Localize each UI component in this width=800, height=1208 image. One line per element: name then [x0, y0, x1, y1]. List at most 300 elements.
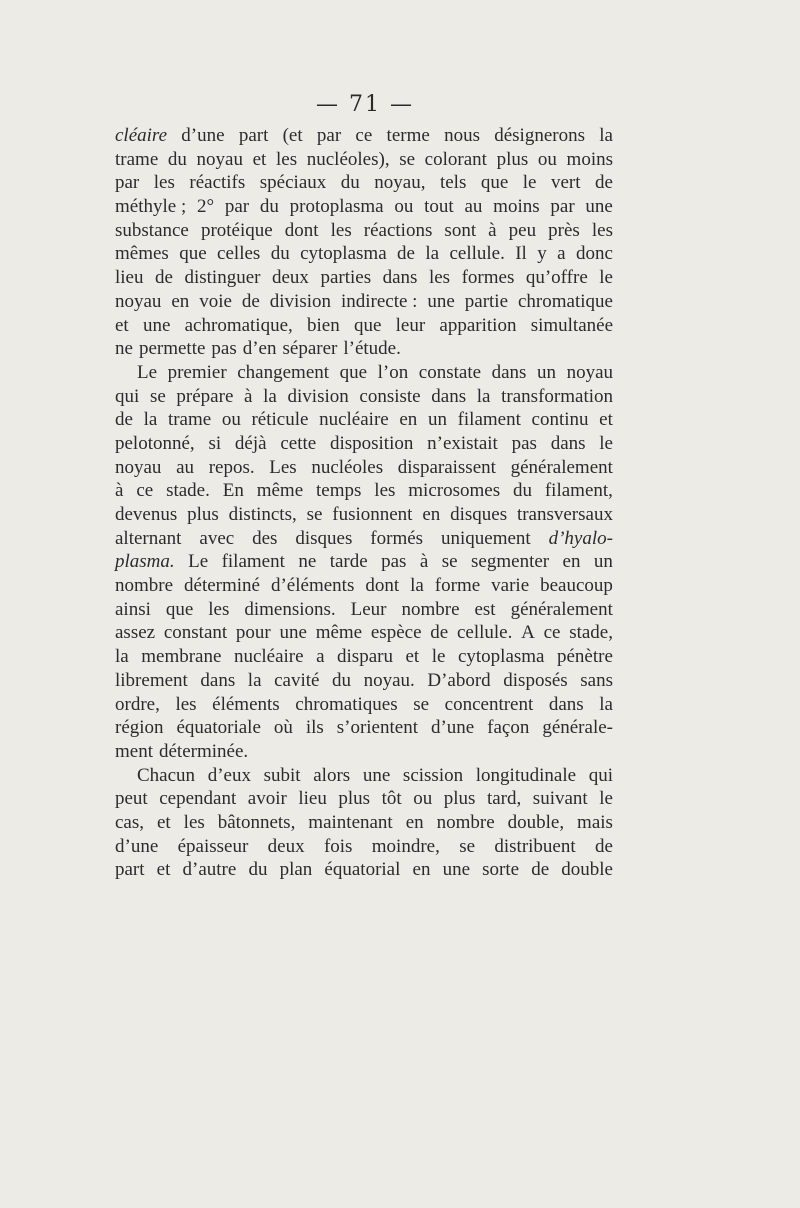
word: se [306, 504, 323, 525]
word: les [330, 219, 352, 241]
word: avoir [247, 788, 287, 810]
text-line [115, 811, 613, 835]
word: d’hyalo- [548, 527, 613, 549]
word: Leur [350, 598, 387, 620]
body-text [115, 124, 613, 882]
word: tout [424, 196, 454, 218]
word: protéique [200, 219, 273, 241]
word: part [238, 125, 269, 146]
word: apparition [439, 314, 517, 336]
word: les [591, 219, 613, 241]
word: des [252, 527, 278, 549]
word: du [512, 480, 532, 502]
word: dans [548, 693, 584, 715]
word: disposés [503, 669, 568, 691]
text-line [115, 385, 613, 409]
word: plasma. [115, 551, 175, 573]
word: la [599, 125, 613, 146]
word: noyau [566, 361, 613, 383]
word: D’abord [427, 669, 491, 691]
word: simultanée [530, 314, 613, 336]
word: en [399, 409, 418, 431]
word: noyau [196, 148, 243, 170]
word: la [599, 693, 613, 715]
text-line [115, 645, 613, 669]
word: de [155, 267, 173, 289]
word: cavité [274, 669, 320, 691]
word: les [183, 811, 205, 833]
word: du [340, 172, 360, 194]
word: au [176, 456, 195, 478]
word: d’en [242, 338, 277, 360]
word: Chacun [137, 764, 196, 786]
word: la [410, 575, 424, 597]
word: ordre, [115, 693, 160, 715]
word: distinguer [184, 267, 261, 289]
word: déjà [234, 432, 267, 454]
text-line [115, 858, 613, 882]
word: pas [381, 551, 407, 573]
word: plus [338, 788, 371, 810]
word: deux [267, 835, 305, 857]
word: le [522, 172, 537, 194]
word: alternant [115, 527, 182, 549]
text-line [115, 290, 613, 314]
word: celles [217, 243, 261, 265]
word: sont [444, 219, 477, 241]
word: nombre [401, 598, 460, 620]
word: suivant [532, 788, 588, 810]
text-line [115, 835, 613, 859]
word: ment [115, 740, 153, 762]
word: et [115, 314, 129, 336]
word: se [149, 385, 166, 407]
word: généralement [510, 456, 613, 478]
word: les [175, 693, 197, 715]
word: En [222, 480, 244, 502]
word: continu [531, 409, 589, 431]
word: division [287, 385, 349, 407]
word: fois [323, 835, 353, 857]
word: mais [577, 811, 613, 833]
word: plus [187, 504, 219, 525]
word: même [315, 622, 363, 644]
word: tels [439, 172, 467, 194]
word: Le [188, 551, 209, 573]
word: librement [115, 669, 188, 691]
text-line [115, 219, 613, 243]
word: indirecte : [340, 290, 418, 312]
word: consiste [359, 385, 421, 407]
word: une [362, 764, 391, 786]
word: que [165, 598, 194, 620]
word: nucléaire [319, 409, 389, 431]
text-line [115, 693, 613, 717]
word: qui [115, 385, 140, 407]
word: transversaux [516, 504, 613, 525]
word: façon [487, 717, 530, 739]
word: y [537, 243, 547, 265]
word: formes [461, 267, 515, 289]
word: nucléoles), [306, 148, 390, 170]
word: alors [313, 764, 351, 786]
word: varie [491, 575, 530, 597]
text-line [115, 716, 613, 740]
word: temps [316, 480, 362, 502]
word: filament, [544, 480, 613, 502]
word: colorant [424, 148, 487, 170]
word: région [115, 717, 164, 739]
word: équatorial [324, 859, 401, 881]
word: réactions [363, 219, 433, 241]
word: microsomes [408, 480, 501, 502]
word: à [244, 385, 253, 407]
word: chromatiques [295, 693, 398, 715]
word: et [156, 859, 171, 881]
word: qui [588, 764, 613, 786]
word: noyau [115, 290, 162, 312]
word: peut [115, 788, 148, 810]
page-number: — 71 — [316, 92, 414, 117]
word: d’une [115, 835, 159, 857]
word: trame [115, 148, 159, 170]
word: à [419, 551, 429, 573]
word: tard, [486, 788, 522, 810]
word: le [599, 788, 613, 810]
word: et [405, 646, 420, 668]
word: méthyle ; [115, 196, 187, 218]
word: d’une [181, 125, 225, 146]
word: n’existait [427, 432, 498, 454]
word: double [561, 859, 613, 881]
word: par [550, 196, 575, 218]
word: part [115, 859, 145, 881]
text-line [115, 314, 613, 338]
text-line [115, 527, 613, 551]
word: ce [543, 622, 561, 644]
word: un [537, 361, 556, 383]
word: moins [493, 196, 540, 218]
text-line [115, 456, 613, 480]
word: constant [163, 622, 228, 644]
word: disparaissent [397, 456, 496, 478]
word: devenus [115, 504, 178, 525]
word: a [316, 646, 325, 668]
word: stade, [569, 622, 613, 644]
word: l’étude. [343, 338, 401, 360]
word: cytoplasma [300, 243, 387, 265]
text-line [115, 171, 613, 195]
word: un [427, 409, 447, 431]
word: de [241, 290, 260, 312]
word: formés [370, 527, 424, 549]
word: que [353, 314, 382, 336]
word: en [171, 290, 190, 312]
text-line [115, 432, 613, 456]
word: les [275, 148, 298, 170]
word: concentrent [444, 693, 534, 715]
word: Les [269, 456, 297, 478]
text-line [115, 764, 613, 788]
word: que [179, 243, 207, 265]
word: réticule [251, 409, 309, 431]
word: en [412, 859, 431, 881]
word: noyau. [363, 669, 415, 691]
word: mêmes [115, 243, 169, 265]
word: cependant [159, 788, 237, 810]
word: terme [386, 125, 430, 146]
word: bâtonnets, [217, 811, 296, 833]
word: près [548, 219, 580, 241]
word: nombre [436, 811, 495, 833]
text-line [115, 669, 613, 693]
word: ainsi [115, 598, 151, 620]
word: à [115, 480, 124, 502]
word: espèce [370, 622, 422, 644]
word: peu [508, 219, 537, 241]
text-line [115, 124, 613, 148]
text-line [115, 408, 613, 432]
word: plus [443, 788, 476, 810]
word: si [208, 432, 222, 454]
text-line [115, 550, 613, 574]
word: par [316, 125, 342, 146]
word: nucléaire [233, 646, 304, 668]
word: ou [221, 409, 241, 431]
word: généralement [510, 598, 613, 620]
word: pour [235, 622, 271, 644]
word: les [153, 172, 175, 194]
word: prépare [176, 385, 234, 407]
word: et [252, 148, 267, 170]
word: dont [284, 219, 319, 241]
word: se [413, 693, 430, 715]
word: moins [566, 148, 613, 170]
word: dont [365, 575, 400, 597]
word: même [256, 480, 304, 502]
word: en [405, 811, 424, 833]
word: moindre, [371, 835, 440, 857]
word: lieu [298, 788, 327, 810]
word: disques [450, 504, 508, 525]
word: partie [464, 290, 509, 312]
word: avec [199, 527, 235, 549]
text-line [115, 266, 613, 290]
word: (et [282, 125, 303, 146]
word: dans [431, 385, 467, 407]
word: de [595, 172, 613, 194]
word: membrane [141, 646, 222, 668]
word: ne [298, 551, 317, 573]
word: distribuent [494, 835, 576, 857]
word: achromatique, [184, 314, 293, 336]
word: substance [115, 219, 189, 241]
word: leur [395, 314, 426, 336]
word: noyau, [374, 172, 426, 194]
word: sans [580, 669, 613, 691]
word: chromatique [517, 290, 613, 312]
word: fusionnent [332, 504, 413, 525]
word: le [599, 267, 613, 289]
text-line [115, 361, 613, 385]
word: un [593, 551, 613, 573]
word: 2° [197, 196, 215, 218]
word: d’une [430, 717, 475, 739]
word: double, [507, 811, 565, 833]
text-line [115, 740, 613, 764]
word: au [464, 196, 483, 218]
text-line [115, 479, 613, 503]
word: constate [418, 361, 482, 383]
word: nous [444, 125, 480, 146]
word: la [115, 646, 129, 668]
text-line [115, 148, 613, 172]
word: disposition [329, 432, 414, 454]
word: spéciaux [259, 172, 327, 194]
word: division [269, 290, 332, 312]
word: une [427, 290, 455, 312]
word: scission [402, 764, 464, 786]
word: de [531, 859, 550, 881]
word: cellule. [449, 243, 505, 265]
text-line [115, 195, 613, 219]
word: par [115, 172, 140, 194]
word: qu’offre [525, 267, 588, 289]
word: de [595, 835, 613, 857]
word: le [431, 646, 446, 668]
word: de [397, 243, 415, 265]
word: ils [305, 717, 324, 739]
word: maintenant [308, 811, 393, 833]
word: du [248, 859, 268, 881]
word: réactifs [189, 172, 246, 194]
word: que [480, 172, 509, 194]
text-line [115, 337, 613, 361]
word: protoplasma [289, 196, 384, 218]
word: dans [550, 432, 586, 454]
word: segmenter [471, 551, 550, 573]
word: du [259, 196, 279, 218]
word: l’on [377, 361, 409, 383]
word: repos. [208, 456, 255, 478]
word: pas [211, 338, 237, 360]
word: Le [137, 361, 158, 383]
word: cas, [115, 811, 145, 833]
word: la [263, 385, 277, 407]
word: nucléoles [311, 456, 384, 478]
word: nombre [115, 575, 174, 597]
text-line [115, 503, 613, 527]
word: tôt [381, 788, 402, 810]
word: de [115, 409, 133, 431]
word: ce [355, 125, 373, 146]
text-line [115, 621, 613, 645]
word: cytoplasma [457, 646, 545, 668]
word: où [273, 717, 293, 739]
word: que [339, 361, 368, 383]
word: la [143, 409, 158, 431]
word: est [474, 598, 496, 620]
word: désignerons [494, 125, 585, 146]
word: se [399, 148, 416, 170]
word: épaisseur [177, 835, 249, 857]
word: cléaire [115, 125, 168, 146]
word: à [488, 219, 497, 241]
word: se [459, 835, 476, 857]
word: dans [200, 669, 236, 691]
word: éléments [212, 693, 280, 715]
word: parties [320, 267, 372, 289]
word: pas [511, 432, 537, 454]
word: une [142, 314, 171, 336]
word: dans [491, 361, 527, 383]
word: séparer [282, 338, 338, 360]
word: et [599, 409, 613, 431]
word: cette [280, 432, 317, 454]
word: premier [167, 361, 227, 383]
word: pelotonné, [115, 432, 195, 454]
word: lieu [115, 267, 144, 289]
word: voie [199, 290, 232, 312]
word: changement [237, 361, 330, 383]
word: par [224, 196, 250, 218]
word: dimensions. [244, 598, 336, 620]
word: équatoriale [176, 717, 261, 739]
word: du [332, 669, 352, 691]
word: trame [167, 409, 212, 431]
word: une [585, 196, 613, 218]
word: les [428, 267, 451, 289]
word: ou [394, 196, 414, 218]
word: pénètre [557, 646, 613, 668]
word: d’eux [207, 764, 251, 786]
word: filament [457, 409, 521, 431]
word: tarde [329, 551, 368, 573]
word: ne [115, 338, 133, 360]
word: générale- [542, 717, 613, 739]
word: de [430, 622, 449, 644]
word: se [441, 551, 458, 573]
word: vert [551, 172, 581, 194]
word: plan [279, 859, 313, 881]
word: subit [263, 764, 301, 786]
word: transformation [501, 385, 613, 407]
word: en [562, 551, 581, 573]
word: longitudinale [475, 764, 577, 786]
word: du [270, 243, 290, 265]
word: sorte [482, 859, 520, 881]
word: beaucoup [540, 575, 613, 597]
word: forme [434, 575, 481, 597]
word: déterminé [184, 575, 260, 597]
word: disparu [337, 646, 393, 668]
word: Il [515, 243, 527, 265]
word: d’autre [182, 859, 237, 881]
word: s’orientent [336, 717, 418, 739]
word: plus [496, 148, 529, 170]
word: du [167, 148, 187, 170]
word: et [156, 811, 171, 833]
word: distincts, [228, 504, 297, 525]
word: bien [307, 314, 340, 336]
word: assez [115, 622, 156, 644]
word: dans [382, 267, 418, 289]
text-line [115, 574, 613, 598]
word: les [374, 480, 396, 502]
word: donc [575, 243, 613, 265]
word: permette [138, 338, 206, 360]
word: la [476, 385, 491, 407]
